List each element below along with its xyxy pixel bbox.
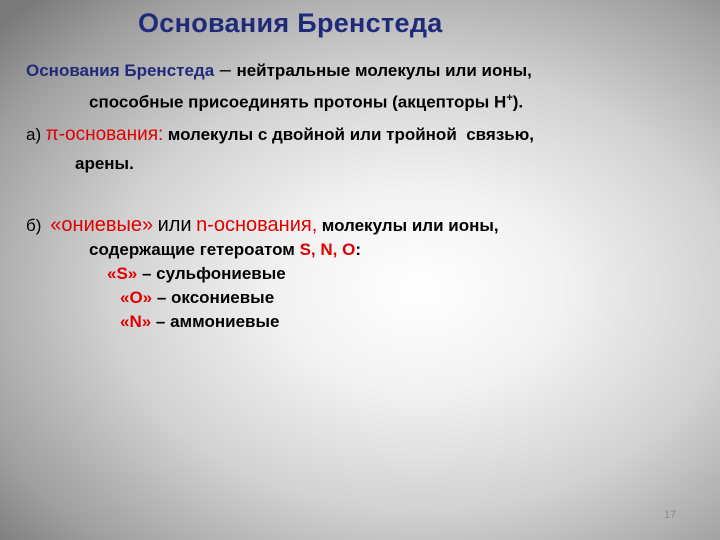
item-b-colon: : <box>355 240 361 259</box>
page-number: 17 <box>664 509 677 521</box>
item-a-line-1 <box>26 124 534 146</box>
item-b-heteroatoms: S, N, O <box>299 240 356 259</box>
item-b-line-2 <box>89 240 361 260</box>
definition-text-1: нейтральные молекулы или ионы, <box>236 61 532 80</box>
list-item-desc: – сульфониевые <box>137 264 286 283</box>
list-item-atom: «S» <box>107 264 138 283</box>
item-b-text-2: содержащие гетероатом <box>89 240 295 259</box>
list-item-atom: «N» <box>120 312 152 331</box>
item-b-text-1: молекулы или ионы, <box>321 216 499 235</box>
list-item-atom: «O» <box>120 288 153 307</box>
list-item-ammonium <box>120 312 279 332</box>
definition-dash: – <box>214 59 237 81</box>
definition-superscript: + <box>506 92 513 104</box>
item-a-marker: а) <box>26 125 42 144</box>
item-a-text-1: молекулы с двойной или тройной связью, <box>167 125 534 144</box>
slide-title: Основания Бренстеда <box>138 8 443 38</box>
list-item-desc: – оксониевые <box>152 288 275 307</box>
item-a-type-label: π-основания: <box>45 124 164 145</box>
item-a-text-2: арены. <box>75 154 134 173</box>
definition-text-2: способные присоединять протоны (акцепторы Н <box>89 92 507 112</box>
item-b-line-1 <box>26 214 499 237</box>
list-item-oxonium <box>120 288 274 308</box>
item-b-type-label-1: «ониевые» <box>50 214 154 236</box>
definition-line-1 <box>26 59 532 82</box>
definition-line-2 <box>89 92 523 113</box>
list-item-sulfonium <box>107 264 286 284</box>
item-b-type-label-2: n-основания, <box>196 214 318 236</box>
item-b-marker: б) <box>26 216 42 235</box>
item-b-or: или <box>157 214 192 236</box>
list-item-desc: – аммониевые <box>151 312 280 331</box>
definition-term: Основания Бренстеда <box>26 61 215 80</box>
item-a-line-2 <box>75 154 134 174</box>
definition-text-2-end: ). <box>512 92 524 112</box>
